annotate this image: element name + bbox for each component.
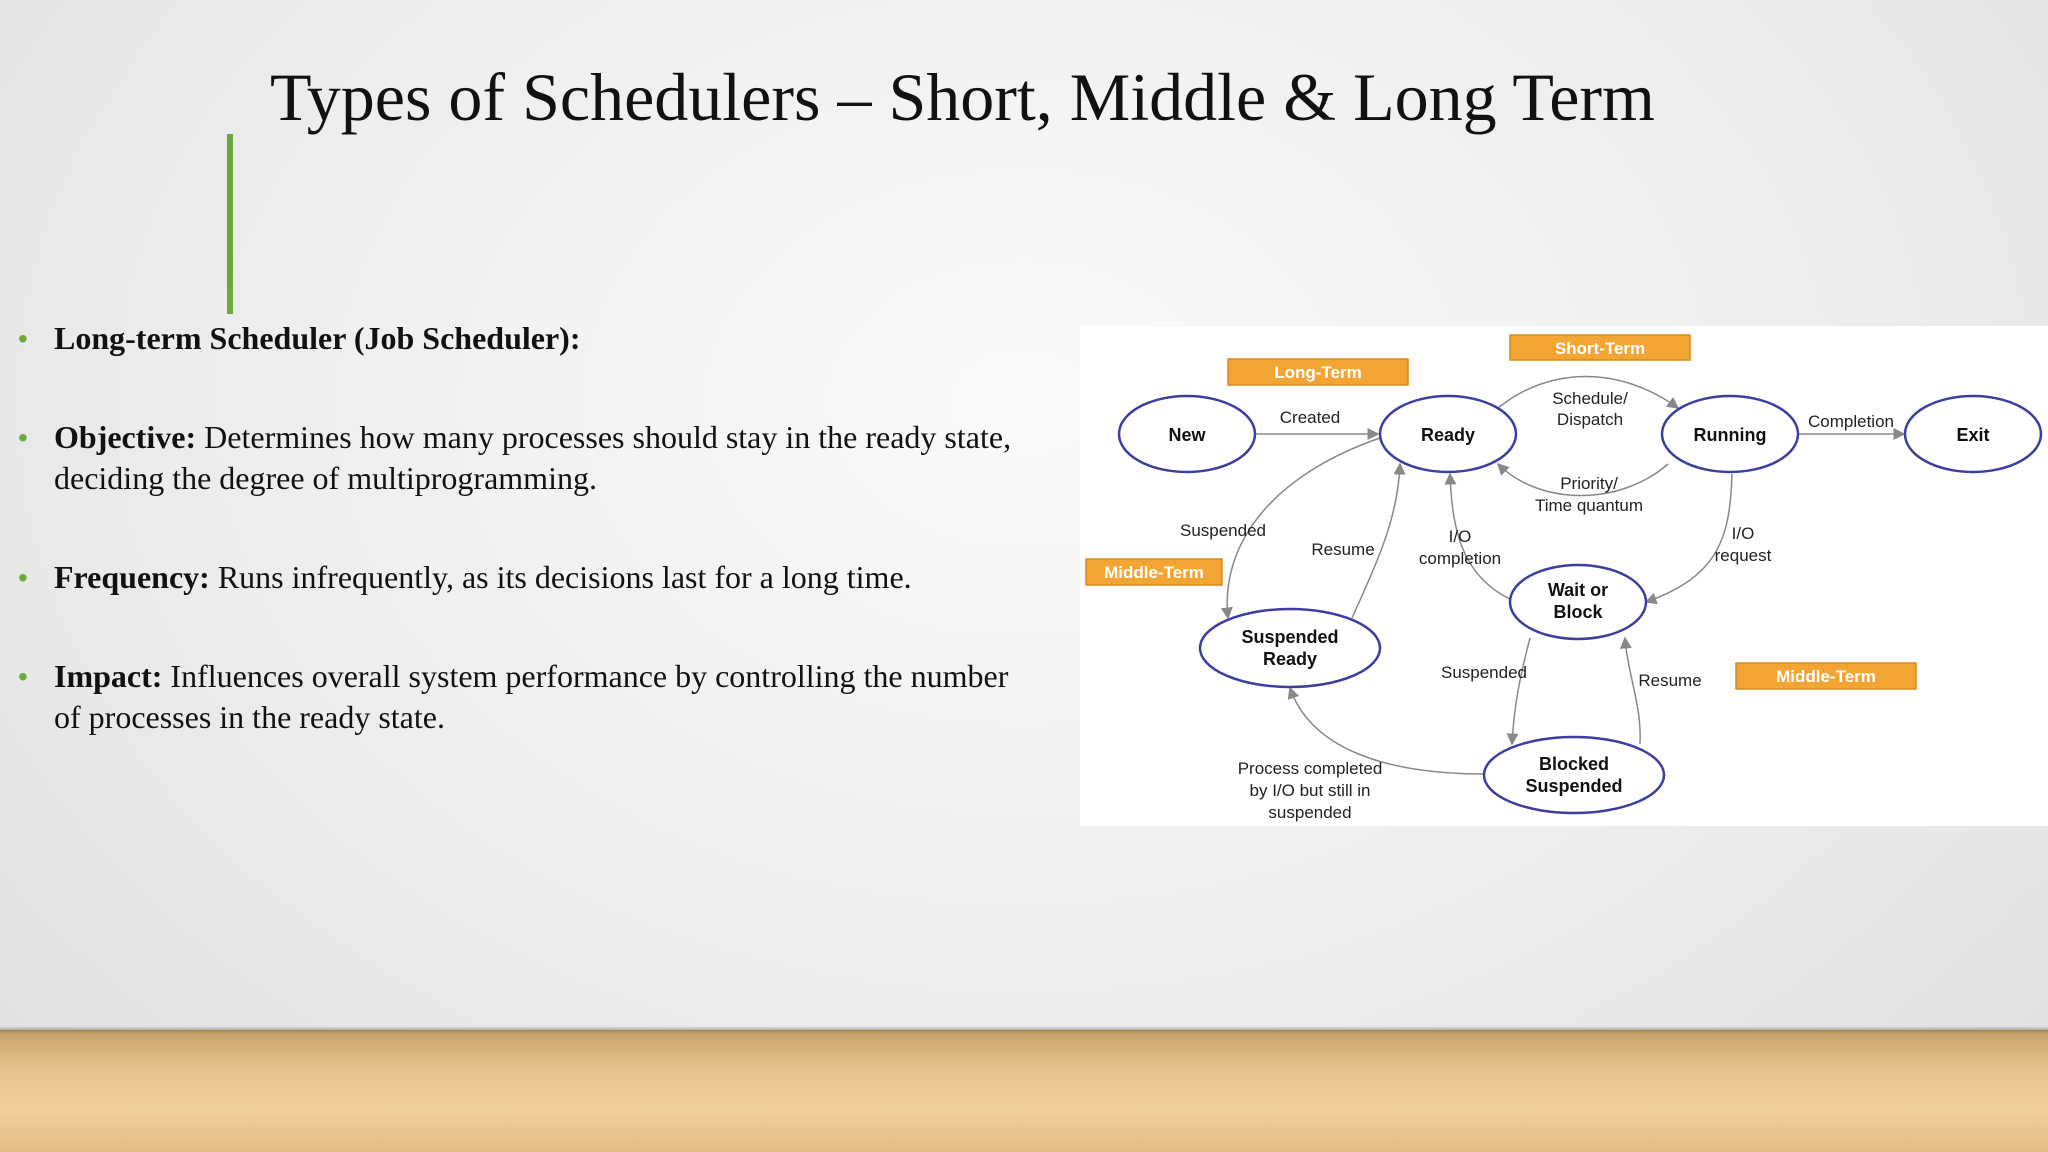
bullet-item <box>18 656 1038 738</box>
node-ready-label: Ready <box>1420 425 1476 445</box>
tag-middle-term-left-label: Middle-Term <box>1104 563 1204 582</box>
label-suspended-left: Suspended <box>1179 521 1267 540</box>
bullet-dot-icon: • <box>18 422 28 453</box>
label-suspended-mid: Suspended <box>1440 663 1528 682</box>
node-wait-label-line1: Wait or <box>1547 580 1609 600</box>
bullet-list <box>18 318 1038 796</box>
label-resume-left: Resume <box>1311 540 1375 559</box>
label-schedule-line1: Schedule/ <box>1552 389 1628 408</box>
label-schedule-line2: Dispatch <box>1556 410 1624 429</box>
bullet-text: Runs infrequently, as its decisions last for a long time. <box>209 559 912 595</box>
edge-resume-right <box>1625 638 1640 744</box>
node-suspended-ready-line2: Ready <box>1262 649 1318 669</box>
node-wait-label-line2: Block <box>1553 602 1603 622</box>
label-created: Created <box>1279 408 1341 427</box>
label-process-completed-line2: by I/O but still in <box>1249 781 1371 800</box>
node-suspended-ready-line1: Suspended <box>1241 627 1339 647</box>
label-process-completed-line1: Process completed <box>1237 759 1383 778</box>
bullet-dot-icon: • <box>18 661 28 692</box>
tag-middle-term-right-label: Middle-Term <box>1776 667 1876 686</box>
node-running-label: Running <box>1693 425 1767 445</box>
bullet-text: Influences overall system performance by controlling the number of processes in the ready state. <box>54 658 1009 735</box>
label-completion: Completion <box>1808 412 1894 431</box>
node-blocked-suspended-line1: Blocked <box>1538 754 1610 774</box>
edge-suspended-mid <box>1512 638 1530 744</box>
label-io-completion-line2: completion <box>1418 549 1502 568</box>
edge-io-request <box>1646 474 1732 602</box>
bullet-heading: Impact: <box>54 658 163 694</box>
bullet-heading: Long-term Scheduler (Job Scheduler): <box>54 320 581 356</box>
diagram-svg <box>1080 326 2048 826</box>
node-suspended-ready <box>1200 609 1380 687</box>
label-io-request-line2: request <box>1714 546 1772 565</box>
node-exit-label: Exit <box>1956 425 1990 445</box>
wooden-floor-background <box>0 1030 2048 1152</box>
process-state-diagram <box>1080 326 2048 826</box>
node-new-label: New <box>1168 425 1206 445</box>
node-blocked-suspended <box>1484 737 1664 813</box>
bullet-dot-icon: • <box>18 323 28 354</box>
bullet-heading: Objective: <box>54 419 197 455</box>
bullet-text: Determines how many processes should stay in the ready state, deciding the degree of multiprogramming. <box>54 419 1012 496</box>
label-process-completed-line3: suspended <box>1268 803 1352 822</box>
bullet-item <box>18 318 1038 359</box>
slide-title: Types of Schedulers – Short, Middle & Long Term <box>270 59 1655 135</box>
bullet-item <box>18 417 1038 499</box>
label-io-request-line1: I/O <box>1731 524 1755 543</box>
tag-short-term-label: Short-Term <box>1554 339 1646 358</box>
label-priority-line1: Priority/ <box>1560 474 1618 493</box>
tag-long-term-label: Long-Term <box>1274 363 1362 382</box>
label-priority-line2: Time quantum <box>1534 496 1644 515</box>
bullet-heading: Frequency: <box>54 559 210 595</box>
title-accent-bar <box>227 134 233 314</box>
label-resume-right: Resume <box>1638 671 1702 690</box>
label-io-completion-line1: I/O <box>1448 527 1472 546</box>
node-blocked-suspended-line2: Suspended <box>1525 776 1623 796</box>
bullet-dot-icon: • <box>18 562 28 593</box>
bullet-item <box>18 557 1038 598</box>
